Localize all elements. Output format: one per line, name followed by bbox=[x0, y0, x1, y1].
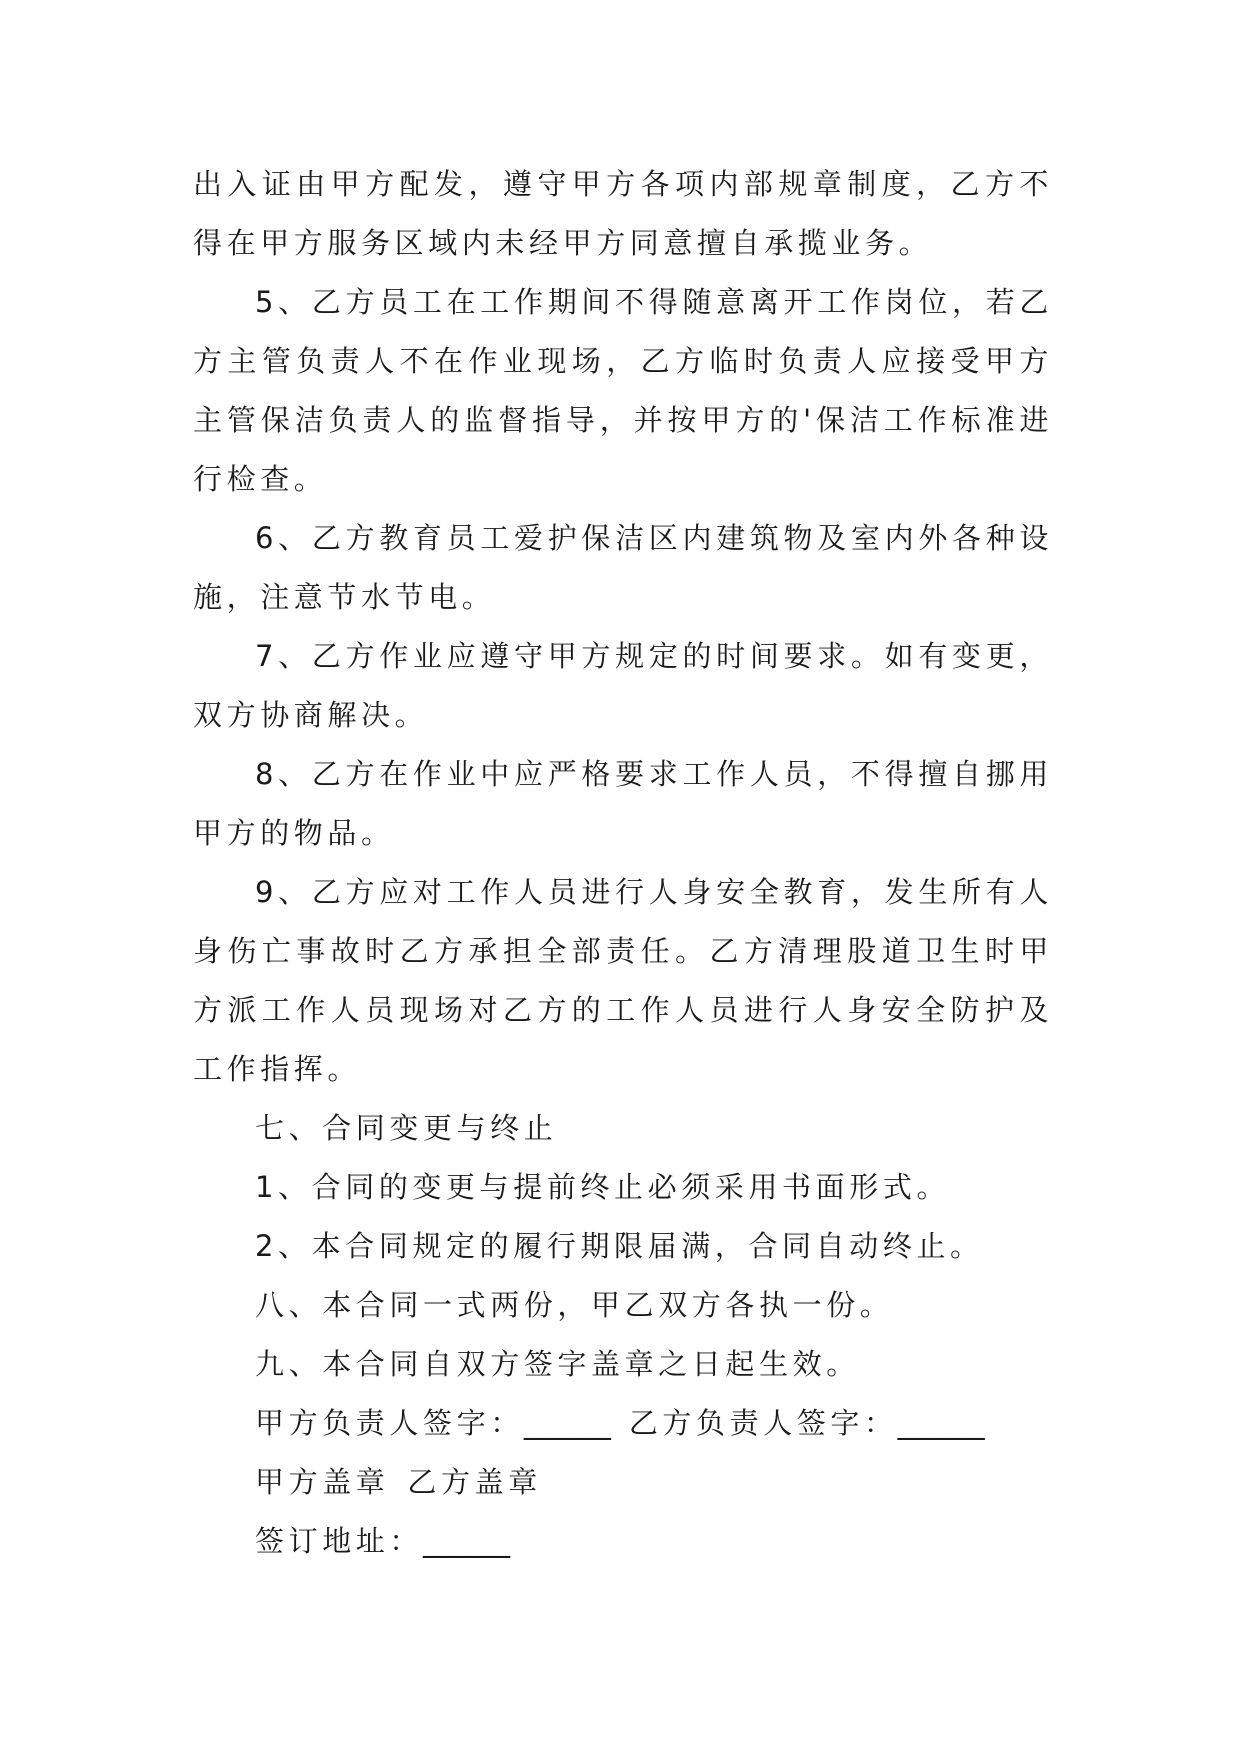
paragraph-change-1: 1、合同的变更与提前终止必须采用书面形式。 bbox=[255, 1170, 951, 1204]
signing-address-label: 签订地址： bbox=[255, 1524, 424, 1558]
paragraph-clause-7: 7、乙方作业应遵守甲方规定的时间要求。如有变更，双方协商解决。 bbox=[193, 639, 1053, 732]
document-body bbox=[193, 155, 1053, 1571]
section-heading-eight: 八、本合同一式两份，甲乙双方各执一份。 bbox=[255, 1288, 894, 1322]
address-line bbox=[193, 1512, 1053, 1571]
paragraph-clause-9: 9、乙方应对工作人员进行人身安全教育，发生所有人身伤亡事故时乙方承担全部责任。乙方清理股道卫生时甲方派工作人员现场对乙方的工作人员进行人身安全防护及工作指挥。 bbox=[193, 875, 1053, 1086]
paragraph-clause-6: 6、乙方教育员工爱护保洁区内建筑物及室内外各种设施，注意节水节电。 bbox=[193, 521, 1053, 614]
paragraph-clause-5: 5、乙方员工在工作期间不得随意离开工作岗位，若乙方主管负责人不在作业现场，乙方临时负责人应接受甲方主管保洁负责人的监督指导，并按甲方的'保洁工作标准进行检查。 bbox=[193, 285, 1053, 496]
party-b-seal-label: 乙方盖章 bbox=[407, 1465, 542, 1499]
section-heading-nine: 九、本合同自双方签字盖章之日起生效。 bbox=[255, 1347, 860, 1381]
party-a-signature-label: 甲方负责人签字： bbox=[255, 1406, 524, 1440]
party-b-signature-blank: ______ bbox=[897, 1406, 985, 1440]
party-b-signature-label: 乙方负责人签字： bbox=[628, 1406, 898, 1440]
party-a-signature-blank: ______ bbox=[523, 1406, 611, 1440]
party-a-seal-label: 甲方盖章 bbox=[255, 1465, 390, 1499]
seal-line bbox=[193, 1453, 1053, 1512]
paragraph-clause-8: 8、乙方在作业中应严格要求工作人员，不得擅自挪用甲方的物品。 bbox=[193, 757, 1053, 850]
signing-address-blank: ______ bbox=[423, 1524, 511, 1558]
paragraph-change-2: 2、本合同规定的履行期限届满，合同自动终止。 bbox=[255, 1229, 984, 1263]
paragraph-entry-pass: 出入证由甲方配发，遵守甲方各项内部规章制度，乙方不得在甲方服务区域内未经甲方同意擅自承揽业务。 bbox=[193, 167, 1053, 260]
section-heading-seven: 七、合同变更与终止 bbox=[255, 1111, 558, 1145]
signature-line bbox=[193, 1394, 1053, 1453]
